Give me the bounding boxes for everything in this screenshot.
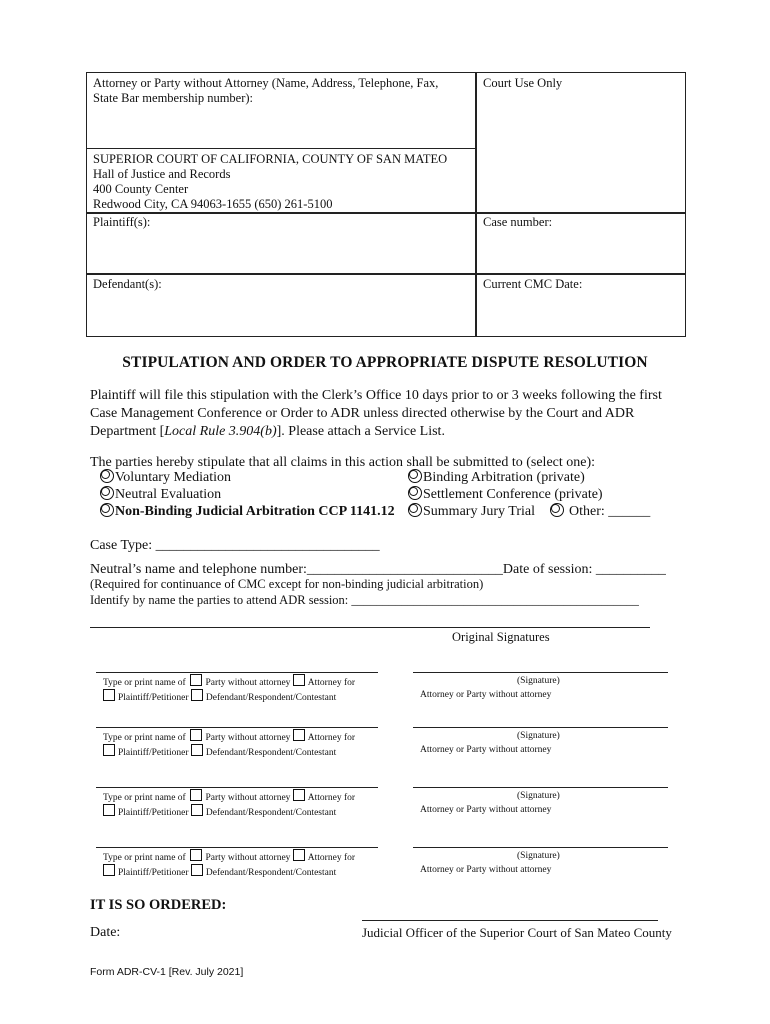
identify-parties-field[interactable]: Identify by name the parties to attend ADR session: ______________________________________________ [90,593,639,607]
attorney-or-party-caption: Attorney or Party without attorney [420,865,552,875]
party-type-checkboxes: Type or print name of Party without attorney Attorney for Plaintiff/Petitioner Defendant/Respondent/Contestant [103,674,403,704]
case-number-label: Case number: [483,215,553,229]
party-type-checkboxes: Type or print name of Party without attorney Attorney for Plaintiff/Petitioner Defendant/Respondent/Contestant [103,789,403,819]
party-without-attorney-checkbox[interactable] [190,674,202,686]
attorney-or-party-caption: Attorney or Party without attorney [420,805,552,815]
party-type-checkboxes: Type or print name of Party without attorney Attorney for Plaintiff/Petitioner Defendant/Respondent/Contestant [103,849,403,879]
signature-line[interactable] [413,727,668,728]
radio-icon[interactable] [550,503,564,517]
court-line: Redwood City, CA 94063-1655 (650) 261-5100 [93,197,333,211]
option-summary-jury-trial[interactable]: Summary Jury Trial [408,503,535,521]
signature-caption: (Signature) [517,731,560,741]
attorney-or-party-caption: Attorney or Party without attorney [420,690,552,700]
attorney-for-checkbox[interactable] [293,729,305,741]
page-title: STIPULATION AND ORDER TO APPROPRIATE DISPUTE RESOLUTION [122,354,648,371]
name-line[interactable] [96,787,378,788]
attorney-for-checkbox[interactable] [293,674,305,686]
judicial-officer-caption: Judicial Officer of the Superior Court of San Mateo County [362,925,672,940]
radio-icon[interactable] [408,503,422,517]
section-divider [90,627,650,628]
so-ordered-heading: IT IS SO ORDERED: [90,897,227,913]
court-line: SUPERIOR COURT OF CALIFORNIA, COUNTY OF SAN MATEO [93,152,448,166]
attorney-label: Attorney or Party without Attorney (Name, Address, Telephone, Fax, State Bar membership number): [93,76,439,105]
signature-caption: (Signature) [517,851,560,861]
court-use-label: Court Use Only [483,76,563,90]
attorney-for-checkbox[interactable] [293,789,305,801]
plaintiff-checkbox[interactable] [103,744,115,756]
stipulate-text: The parties hereby stipulate that all claims in this action shall be submitted to (select one): [90,455,596,470]
signature-caption: (Signature) [517,676,560,686]
option-voluntary-mediation[interactable]: Voluntary Mediation [100,469,231,487]
radio-icon[interactable] [408,469,422,483]
option-binding-arbitration[interactable]: Binding Arbitration (private) [408,469,585,487]
option-nonbinding-arbitration[interactable]: Non-Binding Judicial Arbitration CCP 1141.12 [100,503,395,521]
form-footer: Form ADR-CV-1 [Rev. July 2021] [90,966,244,978]
attorney-divider [86,148,477,149]
radio-icon[interactable] [100,503,114,517]
signature-caption: (Signature) [517,791,560,801]
local-rule-link: Local Rule 3.904(b) [164,424,277,439]
cmc-date-label: Current CMC Date: [483,277,583,291]
defendant-label: Defendant(s): [93,277,162,291]
plaintiff-checkbox[interactable] [103,689,115,701]
option-settlement-conference[interactable]: Settlement Conference (private) [408,486,603,504]
plaintiff-label: Plaintiff(s): [93,215,151,229]
attorney-for-checkbox[interactable] [293,849,305,861]
signature-line[interactable] [413,672,668,673]
party-type-checkboxes: Type or print name of Party without attorney Attorney for Plaintiff/Petitioner Defendant/Respondent/Contestant [103,729,403,759]
court-use-box[interactable] [475,72,686,214]
court-line: Hall of Justice and Records [93,167,231,181]
defendant-checkbox[interactable] [191,864,203,876]
radio-icon[interactable] [408,486,422,500]
attorney-or-party-caption: Attorney or Party without attorney [420,745,552,755]
option-other[interactable]: Other: ______ [550,503,650,521]
court-line: 400 County Center [93,182,189,196]
name-line[interactable] [96,727,378,728]
case-type-field[interactable]: Case Type: ________________________________ [90,538,380,553]
date-label: Date: [90,925,121,940]
defendant-checkbox[interactable] [191,744,203,756]
intro-paragraph: Plaintiff will file this stipulation with the Clerk’s Office 10 days prior to or 3 weeks following the first Case Management Conference or Order to ADR unless directed otherwise by the Court and ADR Department [Local Rule 3.904(b)]. Please attach a Service List. [90,388,662,439]
party-without-attorney-checkbox[interactable] [190,849,202,861]
neutral-name-field[interactable]: Neutral’s name and telephone number:____________________________Date of session: __________ [90,562,666,577]
party-without-attorney-checkbox[interactable] [190,789,202,801]
plaintiff-checkbox[interactable] [103,864,115,876]
radio-icon[interactable] [100,486,114,500]
signature-line[interactable] [413,787,668,788]
option-neutral-evaluation[interactable]: Neutral Evaluation [100,486,221,504]
name-line[interactable] [96,847,378,848]
name-line[interactable] [96,672,378,673]
plaintiff-checkbox[interactable] [103,804,115,816]
original-signatures-label: Original Signatures [452,630,550,644]
court-address [93,152,447,212]
defendant-checkbox[interactable] [191,804,203,816]
defendant-checkbox[interactable] [191,689,203,701]
required-note: (Required for continuance of CMC except for non-binding judicial arbitration) [90,577,484,591]
signature-line[interactable] [413,847,668,848]
radio-icon[interactable] [100,469,114,483]
judicial-signature-line[interactable] [362,920,658,921]
party-without-attorney-checkbox[interactable] [190,729,202,741]
